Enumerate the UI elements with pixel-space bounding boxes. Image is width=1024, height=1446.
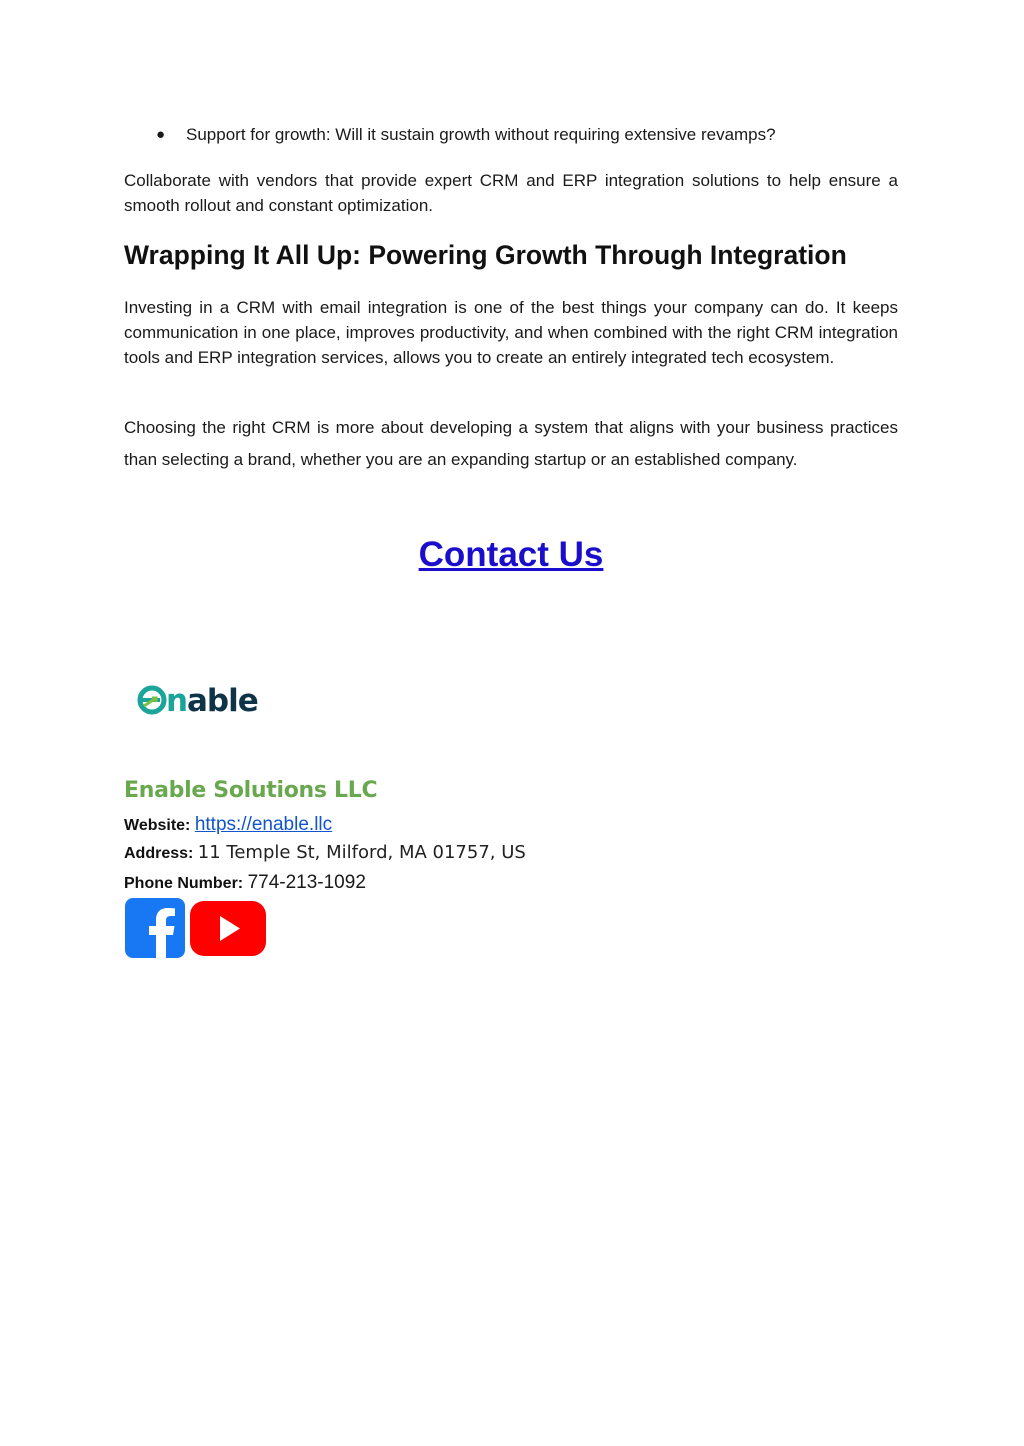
website-row — [124, 814, 332, 836]
bullet-marker: ● — [156, 126, 166, 143]
contact-us-link[interactable]: Contact Us — [418, 535, 604, 574]
enable-logo — [136, 678, 266, 718]
phone-label: Phone Number: — [124, 875, 248, 892]
youtube-icon[interactable] — [189, 898, 267, 958]
bullet-text: Support for growth: Will it sustain growth without requiring extensive revamps? — [186, 125, 776, 144]
address-label: Address: — [124, 845, 198, 862]
investing-paragraph: Investing in a CRM with email integration is one of the best things your company can do. It keeps communication in one place, improves productivity, and when combined with the right CRM integration tools and ERP integration services, allows you to create an entirely integrated tech ecosystem. — [124, 298, 898, 367]
website-link[interactable]: https://enable.llc — [194, 814, 333, 835]
website-label: Website: — [124, 817, 195, 834]
collaborate-paragraph: Collaborate with vendors that provide expert CRM and ERP integration solutions to help ensure a smooth rollout and constant optimization. — [124, 171, 898, 215]
section-heading: Wrapping It All Up: Powering Growth Through Integration — [124, 240, 847, 270]
contact-us-section — [124, 533, 898, 577]
company-name: Enable Solutions LLC — [124, 778, 378, 803]
facebook-icon[interactable] — [125, 898, 185, 958]
svg-text:n: n — [166, 683, 188, 718]
address-value: 11 Temple St, Milford, MA 01757, US — [197, 842, 526, 863]
address-row — [124, 842, 526, 863]
phone-value: 774-213-1092 — [247, 872, 366, 893]
choosing-paragraph: Choosing the right CRM is more about developing a system that aligns with your business practices than selecting a brand, whether you are an expanding startup or an established company. — [124, 418, 898, 469]
phone-row — [124, 872, 366, 894]
svg-text:able: able — [187, 683, 258, 718]
